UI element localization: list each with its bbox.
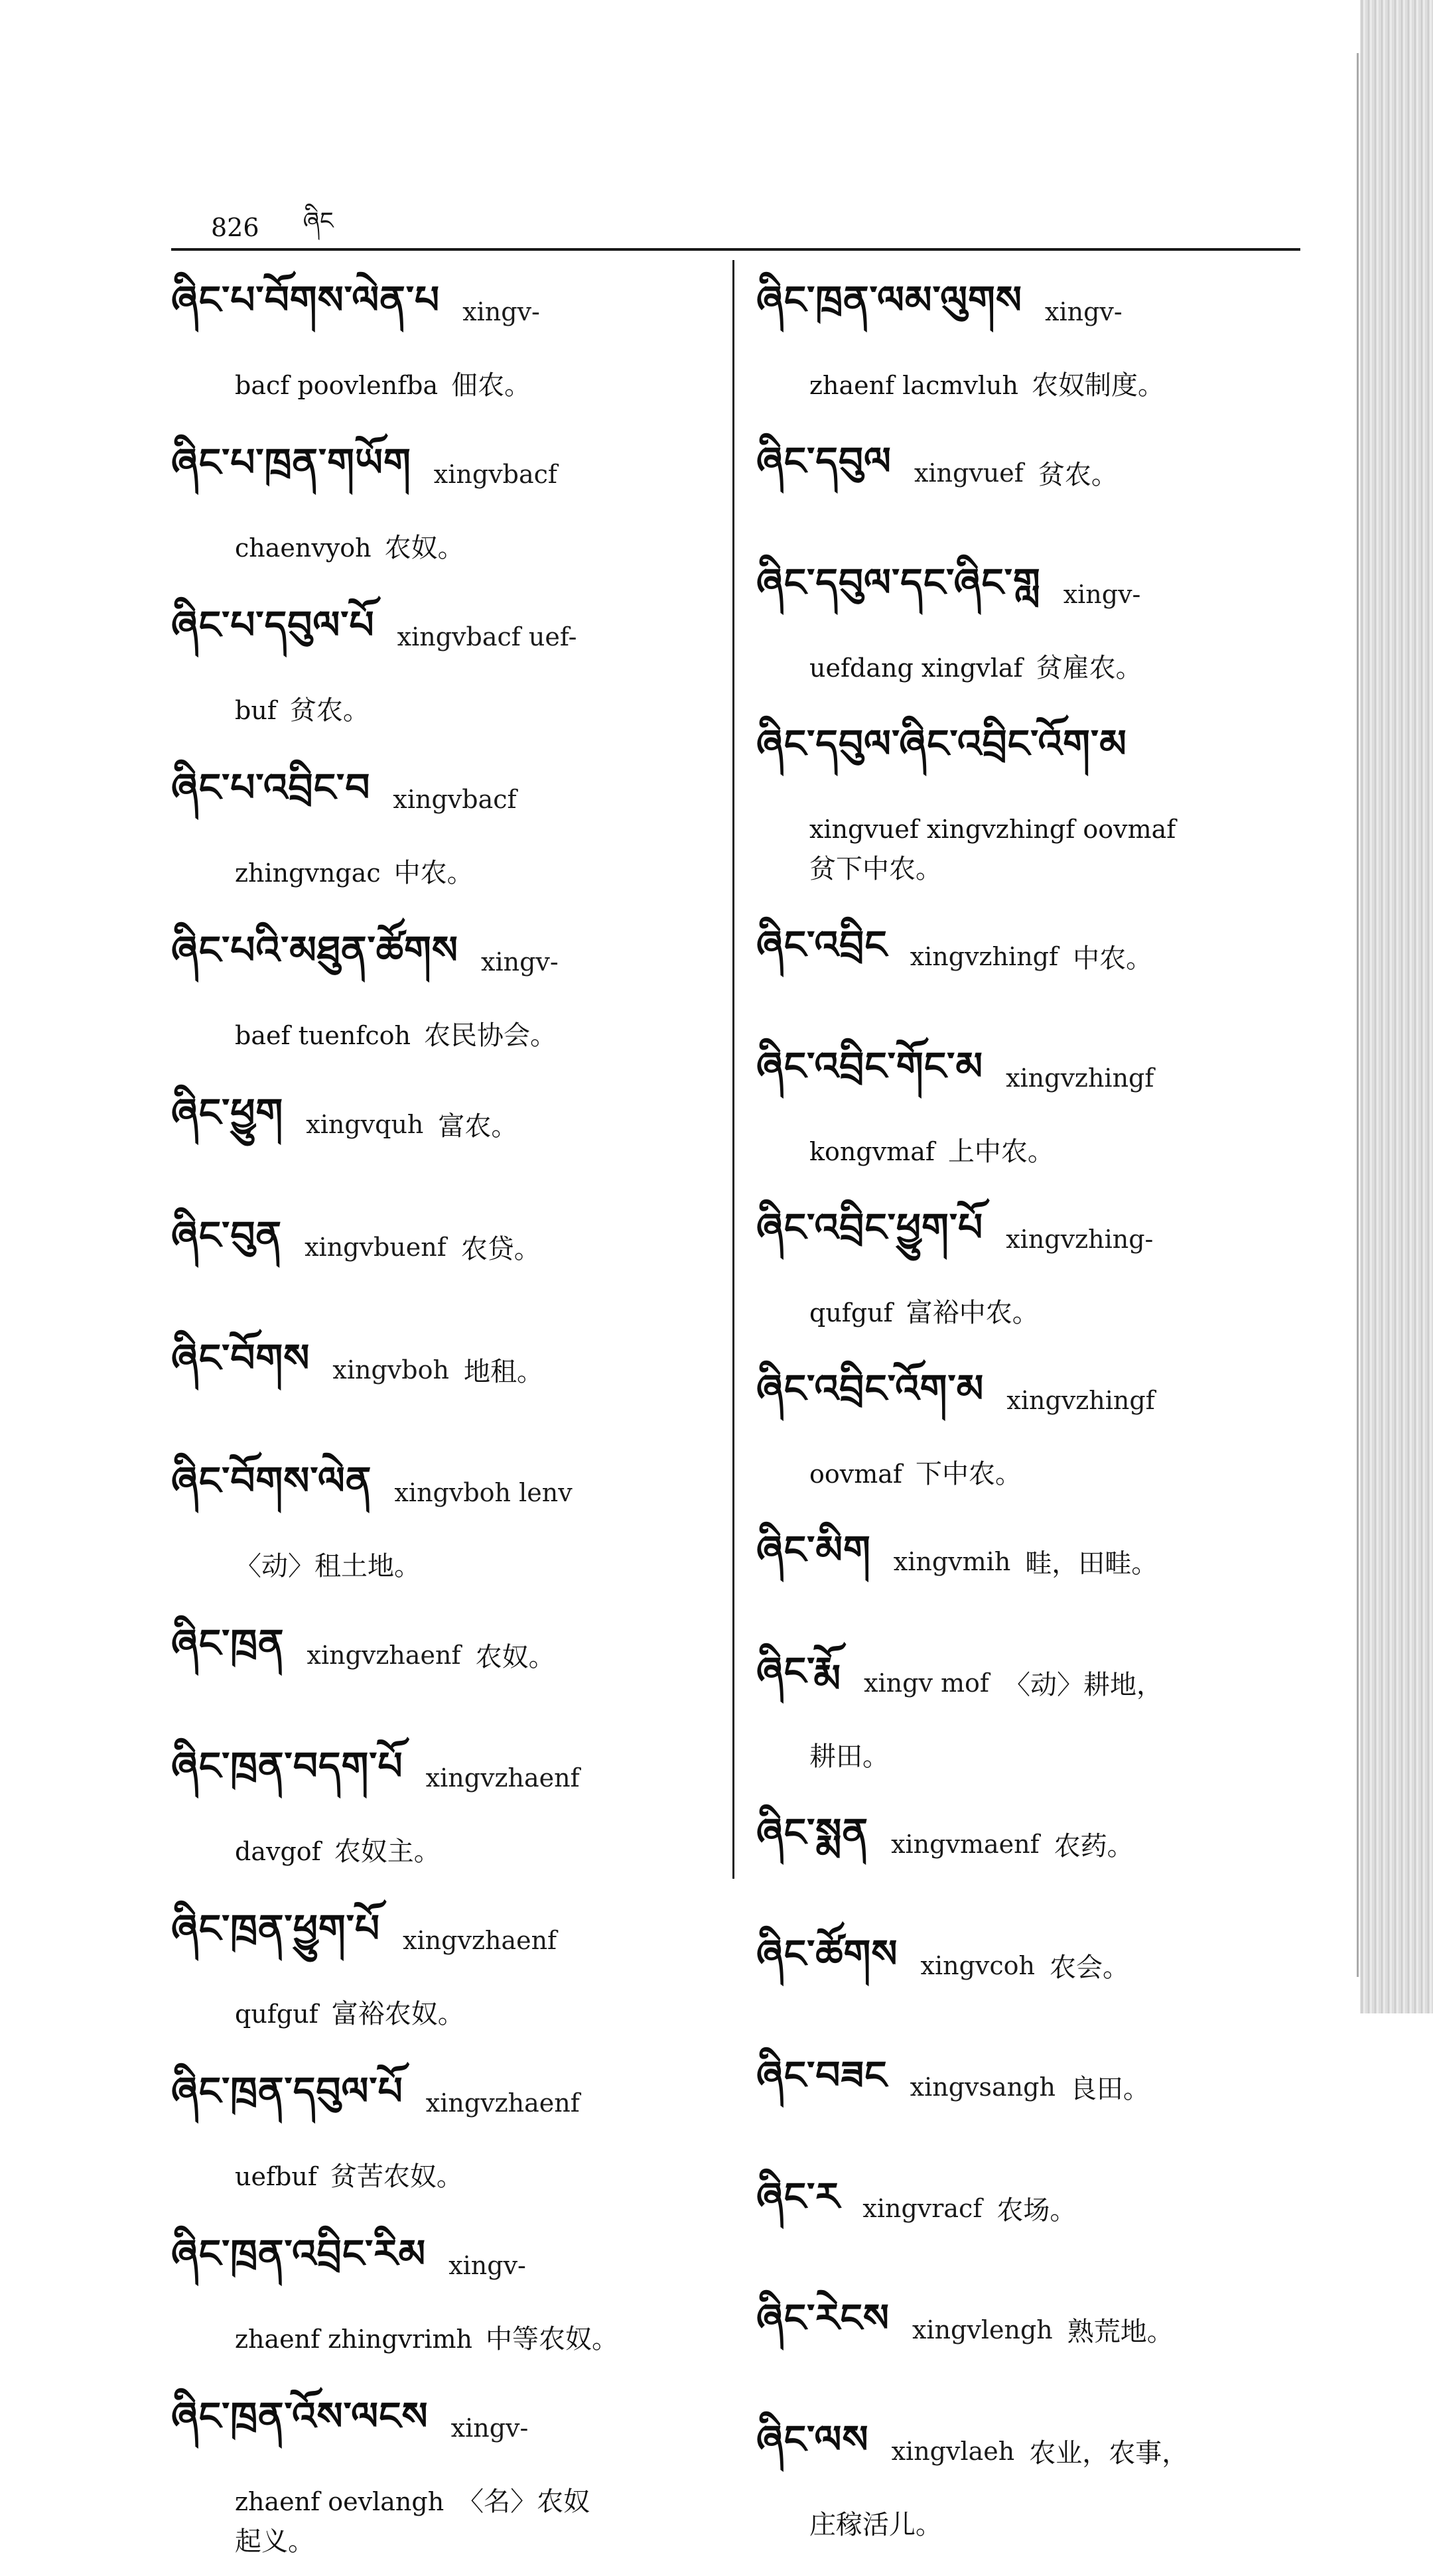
dictionary-entry — [756, 1507, 1294, 1615]
romanization-cont: zhaenf zhingvrimh — [235, 2325, 472, 2354]
tibetan-headword: ཞིང་ཁྲན་འོས་ལངས — [171, 2394, 429, 2439]
tibetan-headword: ཞིང་རེངས — [756, 2295, 890, 2340]
chinese-gloss: 〈名〉农奴 — [457, 2486, 590, 2517]
romanization: xingvzhing- — [1006, 1224, 1154, 1254]
chinese-gloss: 农奴。 — [475, 1642, 555, 1672]
dictionary-entry — [756, 2033, 1294, 2141]
tibetan-headword: ཞིང་མིག — [756, 1527, 871, 1572]
romanization: xingvboh lenv — [394, 1477, 573, 1507]
romanization: xingv mof — [864, 1668, 989, 1698]
tibetan-headword: ཞིང་པ་ཁྲན་གཡོག — [171, 440, 411, 485]
tibetan-headword: ཞིང་ཁྲན་ལམ་ལུགས — [756, 277, 1023, 322]
dictionary-entry — [756, 419, 1294, 527]
chinese-gloss: 富裕中农。 — [906, 1298, 1039, 1328]
entry-headline — [756, 2275, 1294, 2384]
romanization: xingvlengh — [912, 2315, 1053, 2344]
chinese-gloss: 贫苦农奴。 — [330, 2161, 463, 2192]
entry-headline — [171, 2374, 715, 2482]
tibetan-headword: ཞིང་འབྲིང་འོག་མ — [756, 1366, 985, 1411]
dictionary-entry — [756, 2154, 1294, 2262]
tibetan-headword: ཞིང་འབྲིང་གོང་མ — [756, 1044, 984, 1089]
chinese-gloss-cont: 起义。 — [235, 2526, 314, 2557]
entry-continuation — [171, 2482, 715, 2522]
romanization-cont: davgof — [235, 1837, 321, 1866]
romanization-cont: uefbuf — [235, 2162, 317, 2191]
entry-headline — [756, 1507, 1294, 1615]
chinese-gloss: 中等农奴。 — [486, 2324, 618, 2354]
romanization: xingv- — [1063, 579, 1141, 609]
tibetan-headword: ཞིང་ལས — [756, 2417, 869, 2462]
entry-continuation — [171, 853, 715, 893]
entry-continuation — [756, 1454, 1294, 1494]
romanization: xingvmaenf — [891, 1829, 1040, 1859]
tibetan-headword: ཞིང་བོགས — [171, 1335, 310, 1381]
romanization: xingvboh — [332, 1355, 449, 1385]
romanization: xingvmih — [893, 1546, 1011, 1576]
dictionary-entry — [171, 1886, 715, 2034]
romanization: xingvbuenf — [305, 1232, 446, 1262]
chinese-gloss: 〈动〉耕地， — [1003, 1670, 1163, 1700]
romanization: xingvcoh — [920, 1950, 1036, 1980]
chinese-gloss: 中农。 — [393, 858, 474, 888]
dictionary-entry — [756, 701, 1294, 889]
entry-continuation — [171, 528, 715, 568]
romanization-cont: xingvuef xingvzhingf oovmaf — [809, 815, 1176, 844]
tibetan-headword: ཞིང་པ་དབུལ་པོ — [171, 602, 375, 647]
tibetan-headword: ཞིང་དབུལ་དང་ཞིང་གླ — [756, 560, 1041, 605]
chinese-gloss: 佃农。 — [451, 370, 531, 401]
dictionary-entry — [171, 420, 715, 568]
entry-headline — [756, 1911, 1294, 2019]
chinese-gloss: 农奴主。 — [334, 1836, 441, 1867]
entry-headline — [756, 419, 1294, 527]
romanization: xingvquh — [306, 1109, 424, 1139]
entry-headline — [171, 1438, 715, 1546]
dictionary-entry — [171, 745, 715, 893]
entry-headline — [171, 745, 715, 853]
tibetan-headword: ཞིང་པ་བོགས་ལེན་པ — [171, 277, 441, 322]
entry-headline — [756, 2033, 1294, 2141]
chinese-gloss: 农业，农事， — [1029, 2438, 1189, 2469]
chinese-gloss: 农民协会。 — [424, 1020, 557, 1051]
romanization-cont: baef tuenfcoh — [235, 1021, 411, 1050]
dictionary-entry — [756, 1629, 1294, 1777]
entry-headline — [171, 1601, 715, 1709]
tibetan-headword: ཞིང་ཁྲན་ཕྱུག་པོ — [171, 1906, 381, 1951]
entry-continuation — [171, 1994, 715, 2034]
entry-continuation — [171, 2157, 715, 2197]
tibetan-headword: ཞིང་ཁྲན་བདག་པོ — [171, 1743, 403, 1789]
entry-continuation — [171, 691, 715, 730]
dictionary-entry — [756, 2397, 1294, 2545]
entry-headline — [171, 1193, 715, 1301]
dictionary-entry — [756, 1346, 1294, 1494]
romanization-cont: uefdang xingvlaf — [809, 653, 1023, 683]
entry-continuation — [756, 366, 1294, 405]
dictionary-entry — [756, 2275, 1294, 2384]
page-number: 826 — [211, 213, 259, 242]
entry-headline — [171, 908, 715, 1016]
chinese-gloss: 贫农。 — [1038, 460, 1118, 490]
chinese-gloss-cont: 庄稼活儿。 — [809, 2510, 942, 2540]
romanization: xingv- — [450, 2413, 529, 2443]
entry-continuation-2 — [756, 1737, 1294, 1777]
romanization-cont: zhingvngac — [235, 858, 381, 888]
entry-continuation — [171, 1546, 715, 1586]
entry-headline — [171, 257, 715, 366]
entry-headline — [756, 1629, 1294, 1737]
header-rule — [171, 248, 1300, 251]
chinese-gloss-cont: 贫下中农。 — [809, 854, 942, 884]
page-header — [211, 194, 334, 261]
romanization-cont: qufguf — [235, 2000, 318, 2029]
dictionary-entry — [756, 1911, 1294, 2019]
entry-continuation-2 — [756, 2505, 1294, 2545]
dictionary-entry — [171, 908, 715, 1055]
entry-headline — [756, 257, 1294, 366]
entry-continuation — [171, 1832, 715, 1871]
tibetan-headword: ཞིང་དབུལ — [756, 439, 892, 484]
entry-headline — [171, 2049, 715, 2157]
entry-headline — [171, 1724, 715, 1832]
romanization: xingvzhingf — [1006, 1385, 1155, 1415]
chinese-gloss: 上中农。 — [947, 1136, 1054, 1167]
chinese-gloss: 农会。 — [1050, 1952, 1130, 1983]
chinese-gloss: 熟荒地。 — [1067, 2317, 1174, 2347]
chinese-gloss: 贫农。 — [289, 695, 370, 726]
entry-continuation — [756, 1293, 1294, 1333]
tibetan-headword: ཞིང་འབྲིང — [756, 922, 888, 967]
entry-headline — [171, 1886, 715, 1994]
entry-headline — [756, 1185, 1294, 1293]
romanization: xingvzhaenf — [425, 2088, 580, 2118]
dictionary-entry — [171, 1316, 715, 1424]
entry-headline — [756, 1790, 1294, 1898]
dictionary-entry — [171, 1070, 715, 1178]
entry-continuation — [756, 1132, 1294, 1172]
tibetan-headword: ཞིང་ཁྲན་དབུལ་པོ — [171, 2068, 403, 2114]
left-column — [171, 257, 715, 2576]
entry-continuation — [171, 2319, 715, 2359]
dictionary-entry — [171, 582, 715, 730]
romanization: xingvzhaenf — [403, 1925, 557, 1955]
romanization-cont: qufguf — [809, 1298, 893, 1327]
romanization-cont: zhaenf lacmvluh — [809, 371, 1018, 400]
romanization: xingv- — [1045, 297, 1123, 326]
romanization: xingvbacf — [433, 459, 557, 489]
romanization: xingvzhaenf — [307, 1640, 461, 1670]
entry-headline — [756, 2397, 1294, 2505]
chinese-gloss: 农贷。 — [460, 1234, 541, 1264]
romanization: xingvzhaenf — [425, 1763, 580, 1793]
right-column — [756, 257, 1294, 2558]
dictionary-entry — [756, 1790, 1294, 1898]
entry-headline — [171, 1316, 715, 1424]
chinese-gloss: 富裕农奴。 — [331, 1999, 464, 2029]
chinese-gloss: 农奴制度。 — [1031, 370, 1164, 401]
dictionary-entry — [171, 257, 715, 405]
chinese-gloss: 〈动〉租土地。 — [235, 1551, 421, 1582]
tibetan-headword: ཞིང་འབྲིང་ཕྱུག་པོ — [756, 1205, 984, 1250]
entry-continuation — [171, 366, 715, 405]
tibetan-headword: ཞིང་ར — [756, 2174, 841, 2219]
romanization: xingvuef — [914, 458, 1024, 488]
dictionary-entry — [171, 1193, 715, 1301]
tibetan-headword: ཞིང་ཁྲན — [171, 1621, 285, 1666]
entry-continuation-2 — [171, 2522, 715, 2561]
dictionary-entry — [171, 2211, 715, 2359]
tibetan-headword: ཞིང་ཚོགས — [756, 1931, 898, 1976]
chinese-gloss: 贫雇农。 — [1036, 653, 1142, 683]
tibetan-headword: ཞིང་ཕྱུག — [171, 1090, 284, 1135]
chinese-gloss: 农奴。 — [384, 533, 464, 563]
romanization: xingvracf — [862, 2193, 983, 2223]
entry-headline — [756, 1346, 1294, 1454]
page-binding-line — [1357, 53, 1359, 1977]
chinese-gloss: 农场。 — [996, 2195, 1077, 2226]
dictionary-entry — [756, 1185, 1294, 1333]
entry-headline — [756, 902, 1294, 1010]
tibetan-headword: ཞིང་སྨན — [756, 1810, 869, 1855]
tibetan-headword: ཞིང་པ་འབྲིང་བ — [171, 765, 371, 810]
entry-headline — [171, 1070, 715, 1178]
entry-headline — [756, 701, 1294, 809]
tibetan-headword: ཞིང་ཁྲན་འབྲིང་རིམ — [171, 2231, 427, 2276]
romanization: xingvsangh — [910, 2072, 1056, 2102]
entry-headline — [756, 540, 1294, 648]
entry-headline — [756, 2154, 1294, 2262]
romanization-cont: chaenvyoh — [235, 533, 372, 563]
chinese-gloss: 畦，田畦。 — [1025, 1548, 1158, 1579]
tibetan-headword: ཞིང་རྨོ — [756, 1649, 842, 1694]
chinese-gloss: 农药。 — [1054, 1831, 1134, 1862]
chinese-gloss: 良田。 — [1069, 2074, 1150, 2104]
column-divider — [732, 260, 734, 1879]
chinese-gloss-cont: 耕田。 — [809, 1741, 889, 1772]
entry-continuation — [756, 648, 1294, 688]
romanization: xingvbacf — [393, 784, 517, 814]
romanization-cont: zhaenf oevlangh — [235, 2487, 444, 2516]
romanization: xingv- — [448, 2250, 526, 2280]
dictionary-entry — [171, 1438, 715, 1586]
entry-headline — [171, 2211, 715, 2319]
dictionary-entry — [171, 1601, 715, 1709]
romanization-cont: oovmaf — [809, 1459, 902, 1489]
entry-continuation-2 — [756, 849, 1294, 889]
running-head: ཞིང — [303, 208, 334, 235]
entry-continuation — [756, 809, 1294, 849]
tibetan-headword: ཞིང་པའི་མཐུན་ཚོགས — [171, 927, 459, 973]
entry-headline — [171, 582, 715, 691]
romanization: xingvzhingf — [1006, 1063, 1154, 1093]
romanization: xingv- — [462, 297, 540, 326]
dictionary-entry — [171, 2374, 715, 2561]
romanization: xingvlaeh — [891, 2436, 1015, 2466]
romanization: xingvbacf uef- — [397, 622, 577, 651]
tibetan-headword: ཞིང་བུན — [171, 1213, 283, 1258]
romanization-cont: buf — [235, 696, 277, 725]
tibetan-headword: ཞིང་བཟང — [756, 2053, 888, 2098]
chinese-gloss: 富农。 — [438, 1111, 518, 1142]
chinese-gloss: 下中农。 — [915, 1459, 1022, 1489]
dictionary-entry — [756, 540, 1294, 688]
dictionary-entry — [756, 902, 1294, 1010]
tibetan-headword: ཞིང་བོགས་ལེན — [171, 1458, 372, 1503]
chinese-gloss: 地租。 — [463, 1357, 543, 1387]
tibetan-headword: ཞིང་དབུལ་ཞིང་འབྲིང་འོག་མ — [756, 721, 1127, 766]
entry-continuation — [171, 1016, 715, 1055]
entry-headline — [171, 420, 715, 528]
dictionary-entry — [171, 1724, 715, 1871]
dictionary-entry — [171, 2049, 715, 2197]
dictionary-entry — [756, 257, 1294, 405]
page-edge-shadow — [1360, 0, 1433, 2013]
romanization-cont: kongvmaf — [809, 1137, 935, 1166]
romanization: xingvzhingf — [910, 941, 1059, 971]
dictionary-entry — [756, 1024, 1294, 1172]
romanization-cont: bacf poovlenfba — [235, 371, 439, 400]
entry-headline — [756, 1024, 1294, 1132]
romanization: xingv- — [481, 947, 559, 977]
chinese-gloss: 中农。 — [1073, 943, 1153, 974]
